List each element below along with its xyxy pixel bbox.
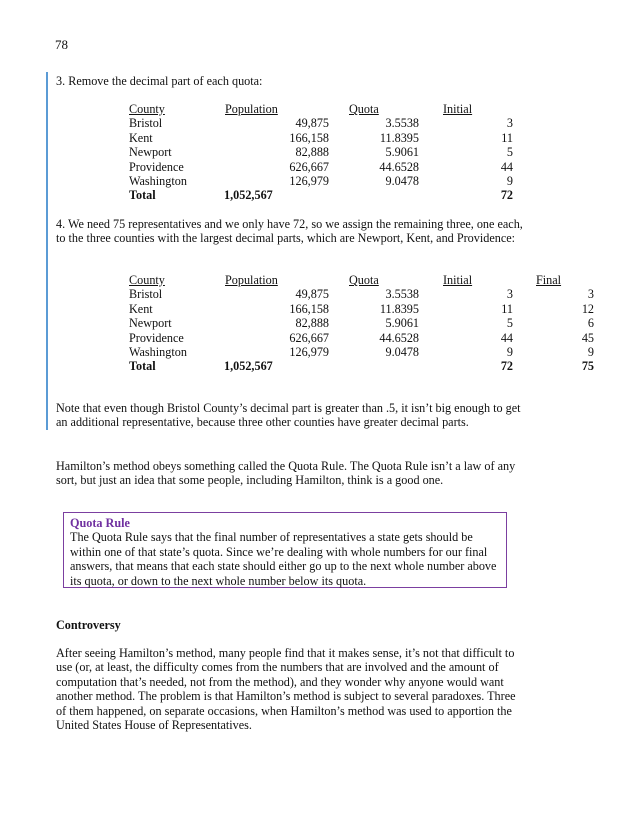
col-header: County <box>129 102 165 116</box>
page-number: 78 <box>55 37 68 52</box>
table-row: Providence 626,667 44.6528 44 <box>129 159 513 174</box>
table-row: Newport 82,888 5.9061 5 6 <box>129 316 594 331</box>
table-row: Kent 166,158 11.8395 11 12 <box>129 301 594 316</box>
step3-table <box>129 102 513 203</box>
col-header: Population <box>225 273 278 287</box>
table-total-row: Total 1,052,567 72 75 <box>129 359 594 374</box>
quota-intro-paragraph: Hamilton’s method obeys something called the Quota Rule. The Quota Rule isn’t a law of any sort, but just an idea that some people, including Hamilton, think is a good one. <box>56 459 516 488</box>
step4-text: 4. We need 75 representatives and we only have 72, so we assign the remaining three, one each, to the three counties with the largest decimal parts, which are Newport, Kent, and Providence: <box>56 217 523 246</box>
table-row: Providence 626,667 44.6528 44 45 <box>129 330 594 345</box>
note-paragraph: Note that even though Bristol County’s decimal part is greater than .5, it isn’t big enough to get an additional representative, because three other counties have greater decimal parts. <box>56 401 521 430</box>
table-row: Bristol 49,875 3.5538 3 <box>129 116 513 131</box>
table-row: Newport 82,888 5.9061 5 <box>129 145 513 160</box>
step4-table <box>129 273 594 374</box>
col-header: Quota <box>349 273 379 287</box>
table-row: Washington 126,979 9.0478 9 <box>129 174 513 189</box>
col-header: Quota <box>349 102 379 116</box>
quota-rule-title: Quota Rule <box>70 516 130 530</box>
table-total-row: Total 1,052,567 72 <box>129 188 513 203</box>
quota-rule-box <box>63 512 507 588</box>
controversy-paragraph: After seeing Hamilton’s method, many people find that it makes sense, it’s not that difficult to use (or, at least, the difficulty comes from the numbers that are involved and the amount of computation that’s needed, not from the method), and they wonder why anyone would want another method. The problem is that Hamilton’s method is subject to several paradoxes. Three of them happened, on separate occasions, when Hamilton’s method was used to apportion the United States House of Representatives. <box>56 646 516 733</box>
col-header: Initial <box>443 273 473 287</box>
col-header: Initial <box>443 102 473 116</box>
table-row: Kent 166,158 11.8395 11 <box>129 130 513 145</box>
table-row: Bristol 49,875 3.5538 3 3 <box>129 287 594 302</box>
col-header: Population <box>225 102 278 116</box>
quota-rule-body: The Quota Rule says that the final number of representatives a state gets should be within one of that state’s quota. Since we’re dealing with whole numbers for our final answers, that means that each state should either go up to the next whole number above its quota, or down to the next whole number below its quota. <box>70 530 497 588</box>
step3-text: 3. Remove the decimal part of each quota: <box>56 74 263 88</box>
table-row: Washington 126,979 9.0478 9 9 <box>129 345 594 360</box>
table-header-row <box>129 273 594 287</box>
section-heading: Controversy <box>56 618 121 632</box>
col-header: County <box>129 273 165 287</box>
col-header: Final <box>536 273 562 287</box>
change-bar <box>46 72 48 430</box>
table-header-row <box>129 102 513 116</box>
